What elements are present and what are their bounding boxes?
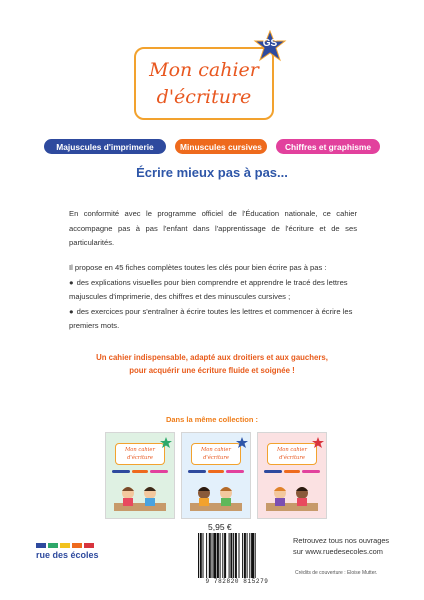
- children-illustration-icon: [262, 481, 322, 513]
- cover-credits: Crédits de couverture : Eloise Mutter.: [295, 570, 378, 576]
- bullet-item: [69, 305, 357, 334]
- bullet-text: des exercices pour s'entraîner à écrire toutes les lettres et commencer à écrire les premiers mots.: [69, 306, 353, 330]
- paragraph-contents: [69, 261, 357, 334]
- title-line-1: Mon cahier: [149, 59, 259, 81]
- barcode-bar: [224, 533, 226, 578]
- pill-minuscules: Minuscules cursives: [175, 139, 267, 154]
- barcode-bar: [212, 533, 213, 578]
- barcode-number: 9 782820 815279: [205, 578, 269, 585]
- barcode-bar: [233, 533, 234, 578]
- subtitle: Écrire mieux pas à pas...: [136, 165, 288, 180]
- star-icon: [312, 437, 324, 449]
- barcode-bar: [209, 533, 211, 578]
- mini-pill: [226, 470, 244, 473]
- title-line-2: d'écriture: [156, 86, 252, 108]
- highlight-line-1: Un cahier indispensable, adapté aux droitiers et aux gauchers,: [96, 353, 328, 362]
- mini-pill: [132, 470, 148, 473]
- barcode-bar: [229, 533, 230, 578]
- mini-title-line-2: d'écriture: [127, 455, 153, 461]
- publisher-logo-bars-icon: [36, 543, 96, 548]
- barcode-bar: [244, 533, 246, 578]
- barcode-bar: [198, 533, 199, 578]
- retrouvez-line-1: Retrouvez tous nos ouvrages: [293, 536, 390, 545]
- mini-title-line-1: Mon cahier: [277, 447, 307, 453]
- mini-pill: [188, 470, 206, 473]
- barcode-bar: [203, 533, 204, 578]
- mini-badge-ps: [160, 436, 172, 454]
- mini-pill: [112, 470, 130, 473]
- star-icon: [160, 437, 172, 449]
- barcode-bar: [230, 533, 232, 578]
- bullet-icon: ●: [69, 306, 74, 316]
- highlight-line-2: pour acquérir une écriture fluide et soignée !: [129, 366, 295, 375]
- barcode-bar: [251, 533, 254, 578]
- mini-badge-cp: [312, 436, 324, 454]
- mini-title-card: [191, 443, 241, 465]
- retrouvez-block: [293, 535, 389, 557]
- barcode-bar: [242, 533, 243, 578]
- barcode-bar: [213, 533, 216, 578]
- mini-title-line-1: Mon cahier: [125, 447, 155, 453]
- star-icon: [236, 437, 248, 449]
- mini-title-line-2: d'écriture: [203, 455, 229, 461]
- mini-pill: [150, 470, 168, 473]
- barcode-icon: [198, 533, 274, 578]
- mini-badge-ms: [236, 436, 248, 454]
- publisher-name: rue des écoles: [36, 550, 99, 560]
- mini-title-card: [267, 443, 317, 465]
- barcode-bar: [206, 533, 207, 578]
- children-illustration-icon: [110, 481, 170, 513]
- children-illustration-icon: [186, 481, 246, 513]
- barcode-bar: [239, 533, 240, 578]
- bullet-icon: ●: [69, 277, 74, 287]
- mini-pill: [208, 470, 224, 473]
- bullet-item: [69, 276, 357, 305]
- mini-title-line-1: Mon cahier: [201, 447, 231, 453]
- barcode-bar: [249, 533, 250, 578]
- collection-label: Dans la même collection :: [165, 415, 259, 424]
- paragraph-intro: En conformité avec le programme officiel de l'Éducation nationale, ce cahier accompagne pas à pas l'enfant dans l'apprentissage de l'écriture et de ses particularités.: [69, 209, 357, 247]
- barcode-bar: [247, 533, 248, 578]
- pill-chiffres: Chiffres et graphisme: [276, 139, 380, 154]
- bullet-text: des explications visuelles pour bien comprendre et apprendre le tracé des lettres majuscules d'imprimerie, des chiffres et des minuscules cursives ;: [69, 277, 348, 301]
- barcode-bar: [220, 533, 221, 578]
- mini-title-line-2: d'écriture: [279, 455, 305, 461]
- barcode-bar: [200, 533, 202, 578]
- mini-pill: [284, 470, 300, 473]
- price: 5,95 €: [208, 522, 232, 532]
- pill-majuscules: Majuscules d'imprimerie: [44, 139, 166, 154]
- barcode-bar: [235, 533, 237, 578]
- level-badge: GS: [262, 38, 278, 49]
- contents-intro: Il propose en 45 fiches complètes toutes les clés pour bien écrire pas à pas :: [69, 263, 327, 272]
- mini-pill: [264, 470, 282, 473]
- retrouvez-line-2[interactable]: sur www.ruedesecoles.com: [293, 547, 383, 556]
- mini-title-card: [115, 443, 165, 465]
- barcode-bar: [222, 533, 223, 578]
- barcode-bar: [255, 533, 256, 578]
- mini-pill: [302, 470, 320, 473]
- barcode-bar: [217, 533, 219, 578]
